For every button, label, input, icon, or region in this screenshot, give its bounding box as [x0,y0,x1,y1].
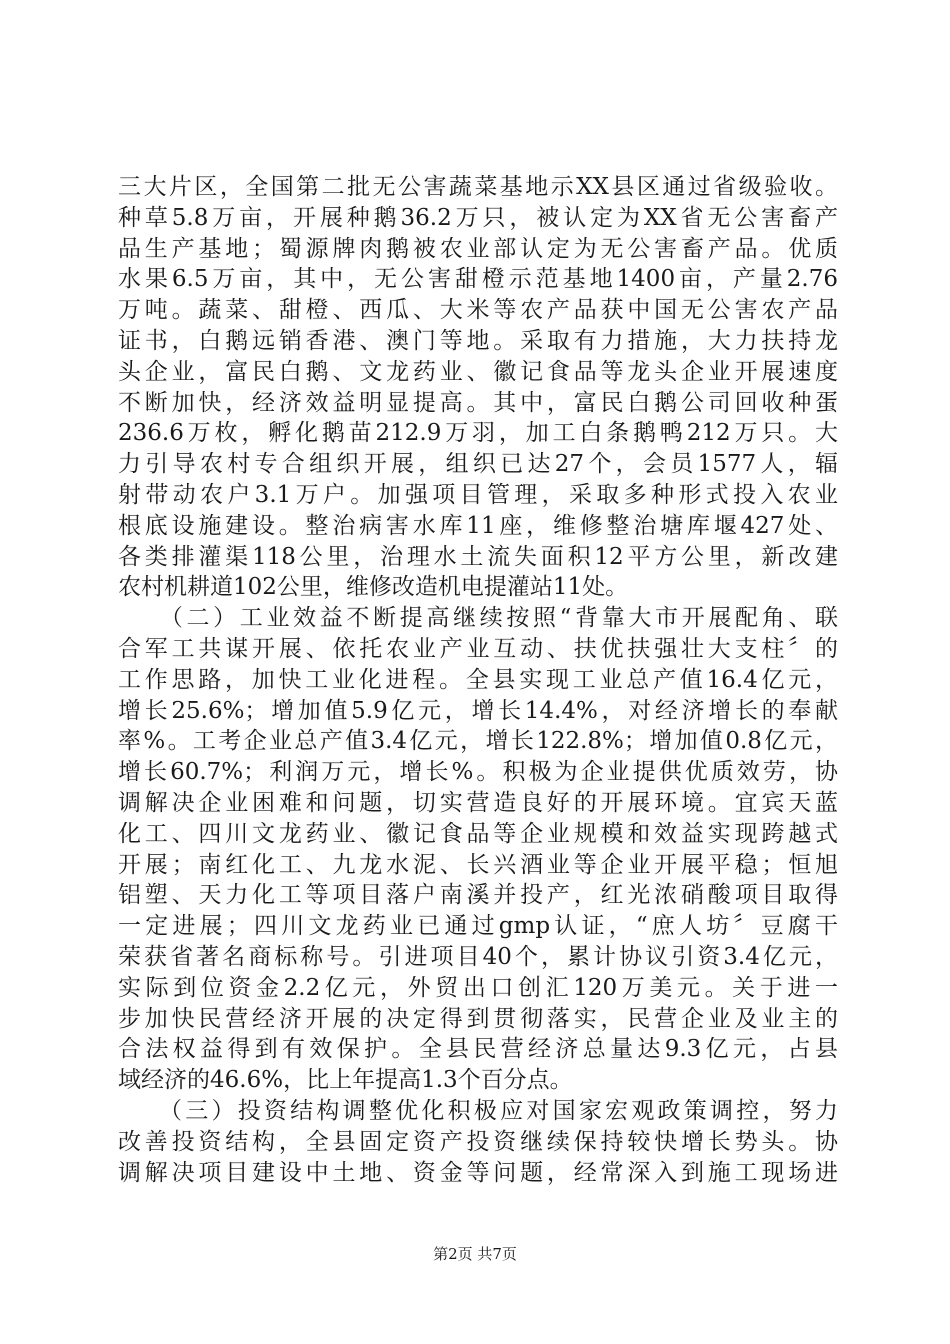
text-line: 种草5.8万亩，开展种鹅36.2万只，被认定为XX省无公害畜产 [118,204,838,231]
text-line: 增长60.7%；利润万元，增长%。积极为企业提供优质效劳，协 [118,759,838,786]
text-line: 一定进展；四川文龙药业已通过gmp认证，“庶人坊〞豆腐干 [118,913,838,940]
text-line: 万吨。蔬菜、甜橙、西瓜、大米等农产品获中国无公害农产品 [118,297,838,324]
text-line: 236.6万枚，孵化鹅苗212.9万羽，加工白条鹅鸭212万只。大 [118,420,838,447]
text-line: 三大片区，全国第二批无公害蔬菜基地示XX县区通过省级验收。 [118,174,838,200]
text-line: 合法权益得到有效保护。全县民营经济总量达9.3亿元，占县 [118,1036,838,1063]
text-line: 证书，白鹅远销香港、澳门等地。采取有力措施，大力扶持龙 [118,327,838,354]
text-line: （二）工业效益不断提高继续按照“背靠大市开展配角、联 [118,605,838,632]
text-line: 步加快民营经济开展的决定得到贯彻落实，民营企业及业主的 [118,1005,838,1032]
text-line: 品生产基地；蜀源牌肉鹅被农业部认定为无公害畜产品。优质 [118,235,838,262]
text-line: 改善投资结构，全县固定资产投资继续保持较快增长势头。协 [118,1128,838,1155]
text-line: 头企业，富民白鹅、文龙药业、徽记食品等龙头企业开展速度 [118,358,838,385]
text-line: 调解决项目建设中土地、资金等问题，经常深入到施工现场进 [118,1159,838,1186]
text-line: 开展；南红化工、九龙水泥、长兴酒业等企业开展平稳；恒旭 [118,851,838,878]
text-line: 根底设施建设。整治病害水库11座，维修整治塘库堰427处、 [118,512,838,539]
text-line: 射带动农户3.1万户。加强项目管理，采取多种形式投入农业 [118,481,838,508]
text-line: 力引导农村专合组织开展，组织已达27个，会员1577人，辐 [118,451,838,478]
text-line: 调解决企业困难和问题，切实营造良好的开展环境。宜宾天蓝 [118,789,838,816]
text-line: 水果6.5万亩，其中，无公害甜橙示范基地1400亩，产量2.76 [118,266,838,293]
text-line: 各类排灌渠118公里，治理水土流失面积12平方公里，新改建 [118,543,838,570]
text-line: 增长25.6%；增加值5.9亿元，增长14.4%，对经济增长的奉献 [118,697,838,724]
text-line: 不断加快，经济效益明显提高。其中，富民白鹅公司回收种蛋 [118,389,838,416]
body-text [118,172,838,1188]
text-line: 合军工共谋开展、依托农业产业互动、扶优扶强壮大支柱〞的 [118,635,838,662]
text-line: 农村机耕道102公里，维修改造机电提灌站11处。 [118,574,629,601]
text-line: 实际到位资金2.2亿元，外贸出口创汇120万美元。关于进一 [118,974,838,1001]
text-line: 铝塑、天力化工等项目落户南溪并投产，红光浓硝酸项目取得 [118,882,838,909]
text-line: 荣获省著名商标称号。引进项目40个，累计协议引资3.4亿元， [118,943,838,970]
text-line: （三）投资结构调整优化积极应对国家宏观政策调控，努力 [118,1097,838,1124]
text-line: 域经济的46.6%，比上年提高1.3个百分点。 [118,1067,573,1094]
text-line: 化工、四川文龙药业、徽记食品等企业规模和效益实现跨越式 [118,820,838,847]
page-footer: 第2页 共7页 [433,1245,517,1263]
text-line: 工作思路，加快工业化进程。全县实现工业总产值16.4亿元， [118,666,838,693]
text-line: 率%。工考企业总产值3.4亿元，增长122.8%；增加值0.8亿元， [118,728,838,755]
